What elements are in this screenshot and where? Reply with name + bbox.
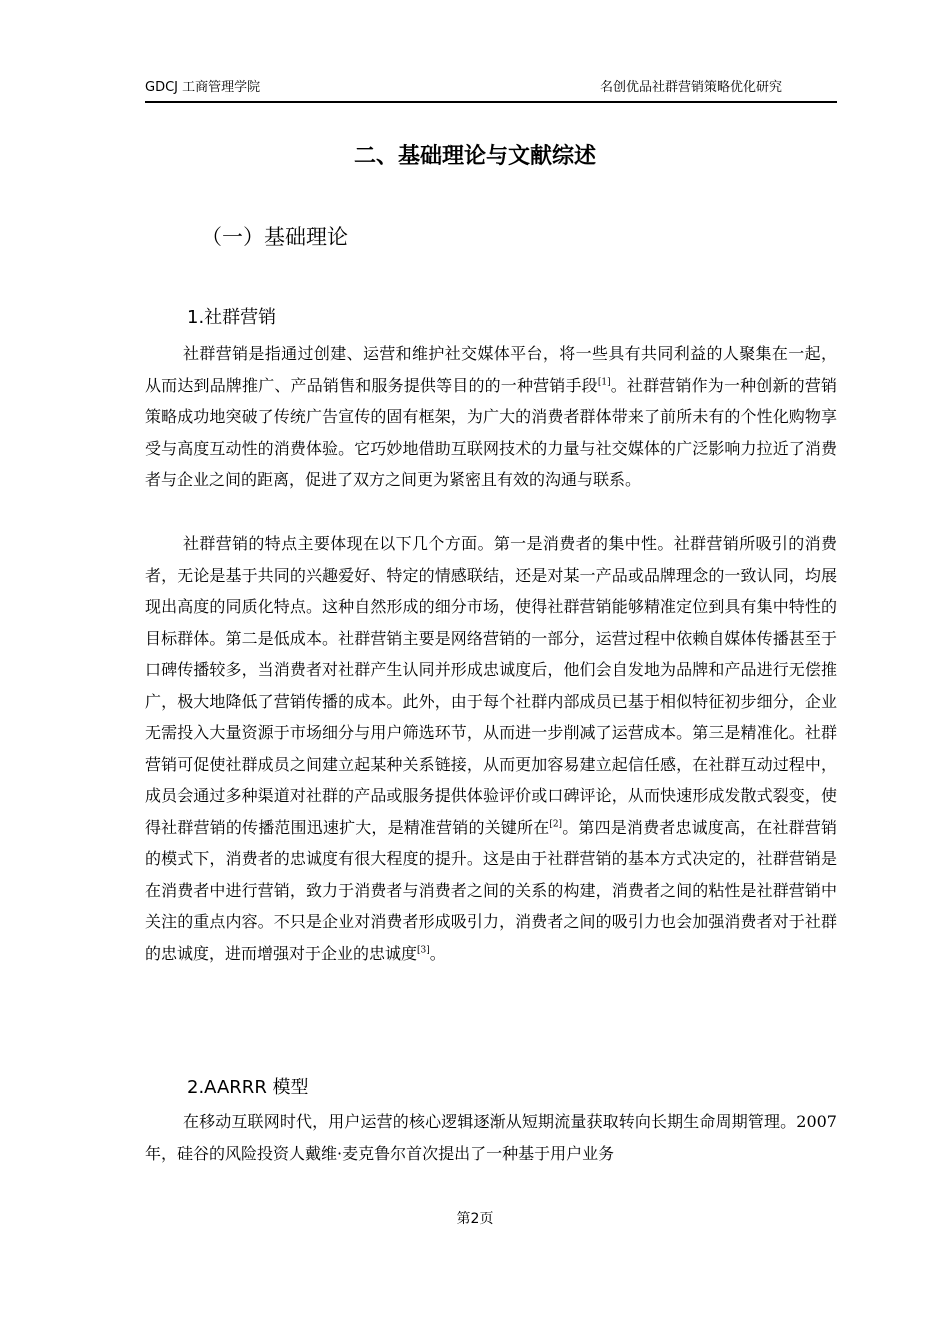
- header-institution: GDCJ 工商管理学院: [145, 80, 261, 95]
- page-number: 第2页: [456, 1211, 494, 1227]
- paragraph-text: 。第四是消费者忠诚度高，在社群营销的模式下，消费者的忠诚度有很大程度的提升。这是由于社群营销的基本方式决定的，社群营销是在消费者中进行营销，致力于消费者与消费者之间的关系的构建，消费者之间的粘性是社群营销中关注的重点内容。不只是企业对消费者形成吸引力，消费者之间的吸引力也会加强消费者对于社群的忠诚度，进而增强对于企业的忠诚度: [145, 817, 837, 963]
- paragraph-characteristics: [145, 528, 837, 969]
- header-thesis-title: 名创优品社群营销策略优化研究: [599, 80, 782, 95]
- paragraph-text: 。社群营销作为一种创新的营销策略成功地突破了传统广告宣传的固有框架，为广大的消费者群体带来了前所未有的个性化购物享受与高度互动性的消费体验。它巧妙地借助互联网技术的力量与社交媒体的广泛影响力拉近了消费者与企业之间的距离，促进了双方之间更为紧密且有效的沟通与联系。: [145, 375, 837, 489]
- page-header: [145, 79, 837, 103]
- citation-1: [1]: [597, 377, 611, 388]
- paragraph-definition: [145, 338, 837, 496]
- subsection-title-community-marketing: 1.社群营销: [187, 307, 277, 328]
- citation-3: [3]: [417, 945, 430, 956]
- paragraph-text: 社群营销的特点主要体现在以下几个方面。第一是消费者的集中性。社群营销所吸引的消费者，无论是基于共同的兴趣爱好、特定的情感联结，还是对某一产品或品牌理念的一致认同，均展现出高度的同质化特点。这种自然形成的细分市场，使得社群营销能够精准定位到具有集中特性的目标群体。第二是低成本。社群营销主要是网络营销的一部分，运营过程中依赖自媒体传播甚至于口碑传播较多，当消费者对社群产生认同并形成忠诚度后，他们会自发地为品牌和产品进行无偿推广，极大地降低了营销传播的成本。此外，由于每个社群内部成员已基于相似特征初步细分，企业无需投入大量资源于市场细分与用户筛选环节，从而进一步削减了运营成本。第三是精准化。社群营销可促使社群成员之间建立起某种关系链接，从而更加容易建立起信任感，在社群互动过程中，成员会通过多种渠道对社群的产品或服务提供体验评价或口碑评论，从而快速形成发散式裂变，使得社群营销的传播范围迅速扩大，是精准营销的关键所在: [145, 534, 837, 837]
- paragraph-text: 。: [429, 943, 446, 963]
- chapter-title: 二、基础理论与文献综述: [353, 144, 596, 169]
- subsection-title-aarrr: 2.AARRR 模型: [187, 1077, 309, 1098]
- citation-2: [2]: [549, 819, 563, 830]
- section-title: （一）基础理论: [201, 225, 348, 249]
- paragraph-text: 社群营销是指通过创建、运营和维护社交媒体平台，将一些具有共同利益的人聚集在一起，从而达到品牌推广、产品销售和服务提供等目的的一种营销手段: [145, 344, 837, 395]
- paragraph-aarrr-intro: 在移动互联网时代，用户运营的核心逻辑逐渐从短期流量获取转向长期生命周期管理。2007年，硅谷的风险投资人戴维·麦克鲁尔首次提出了一种基于用户业务: [145, 1112, 837, 1163]
